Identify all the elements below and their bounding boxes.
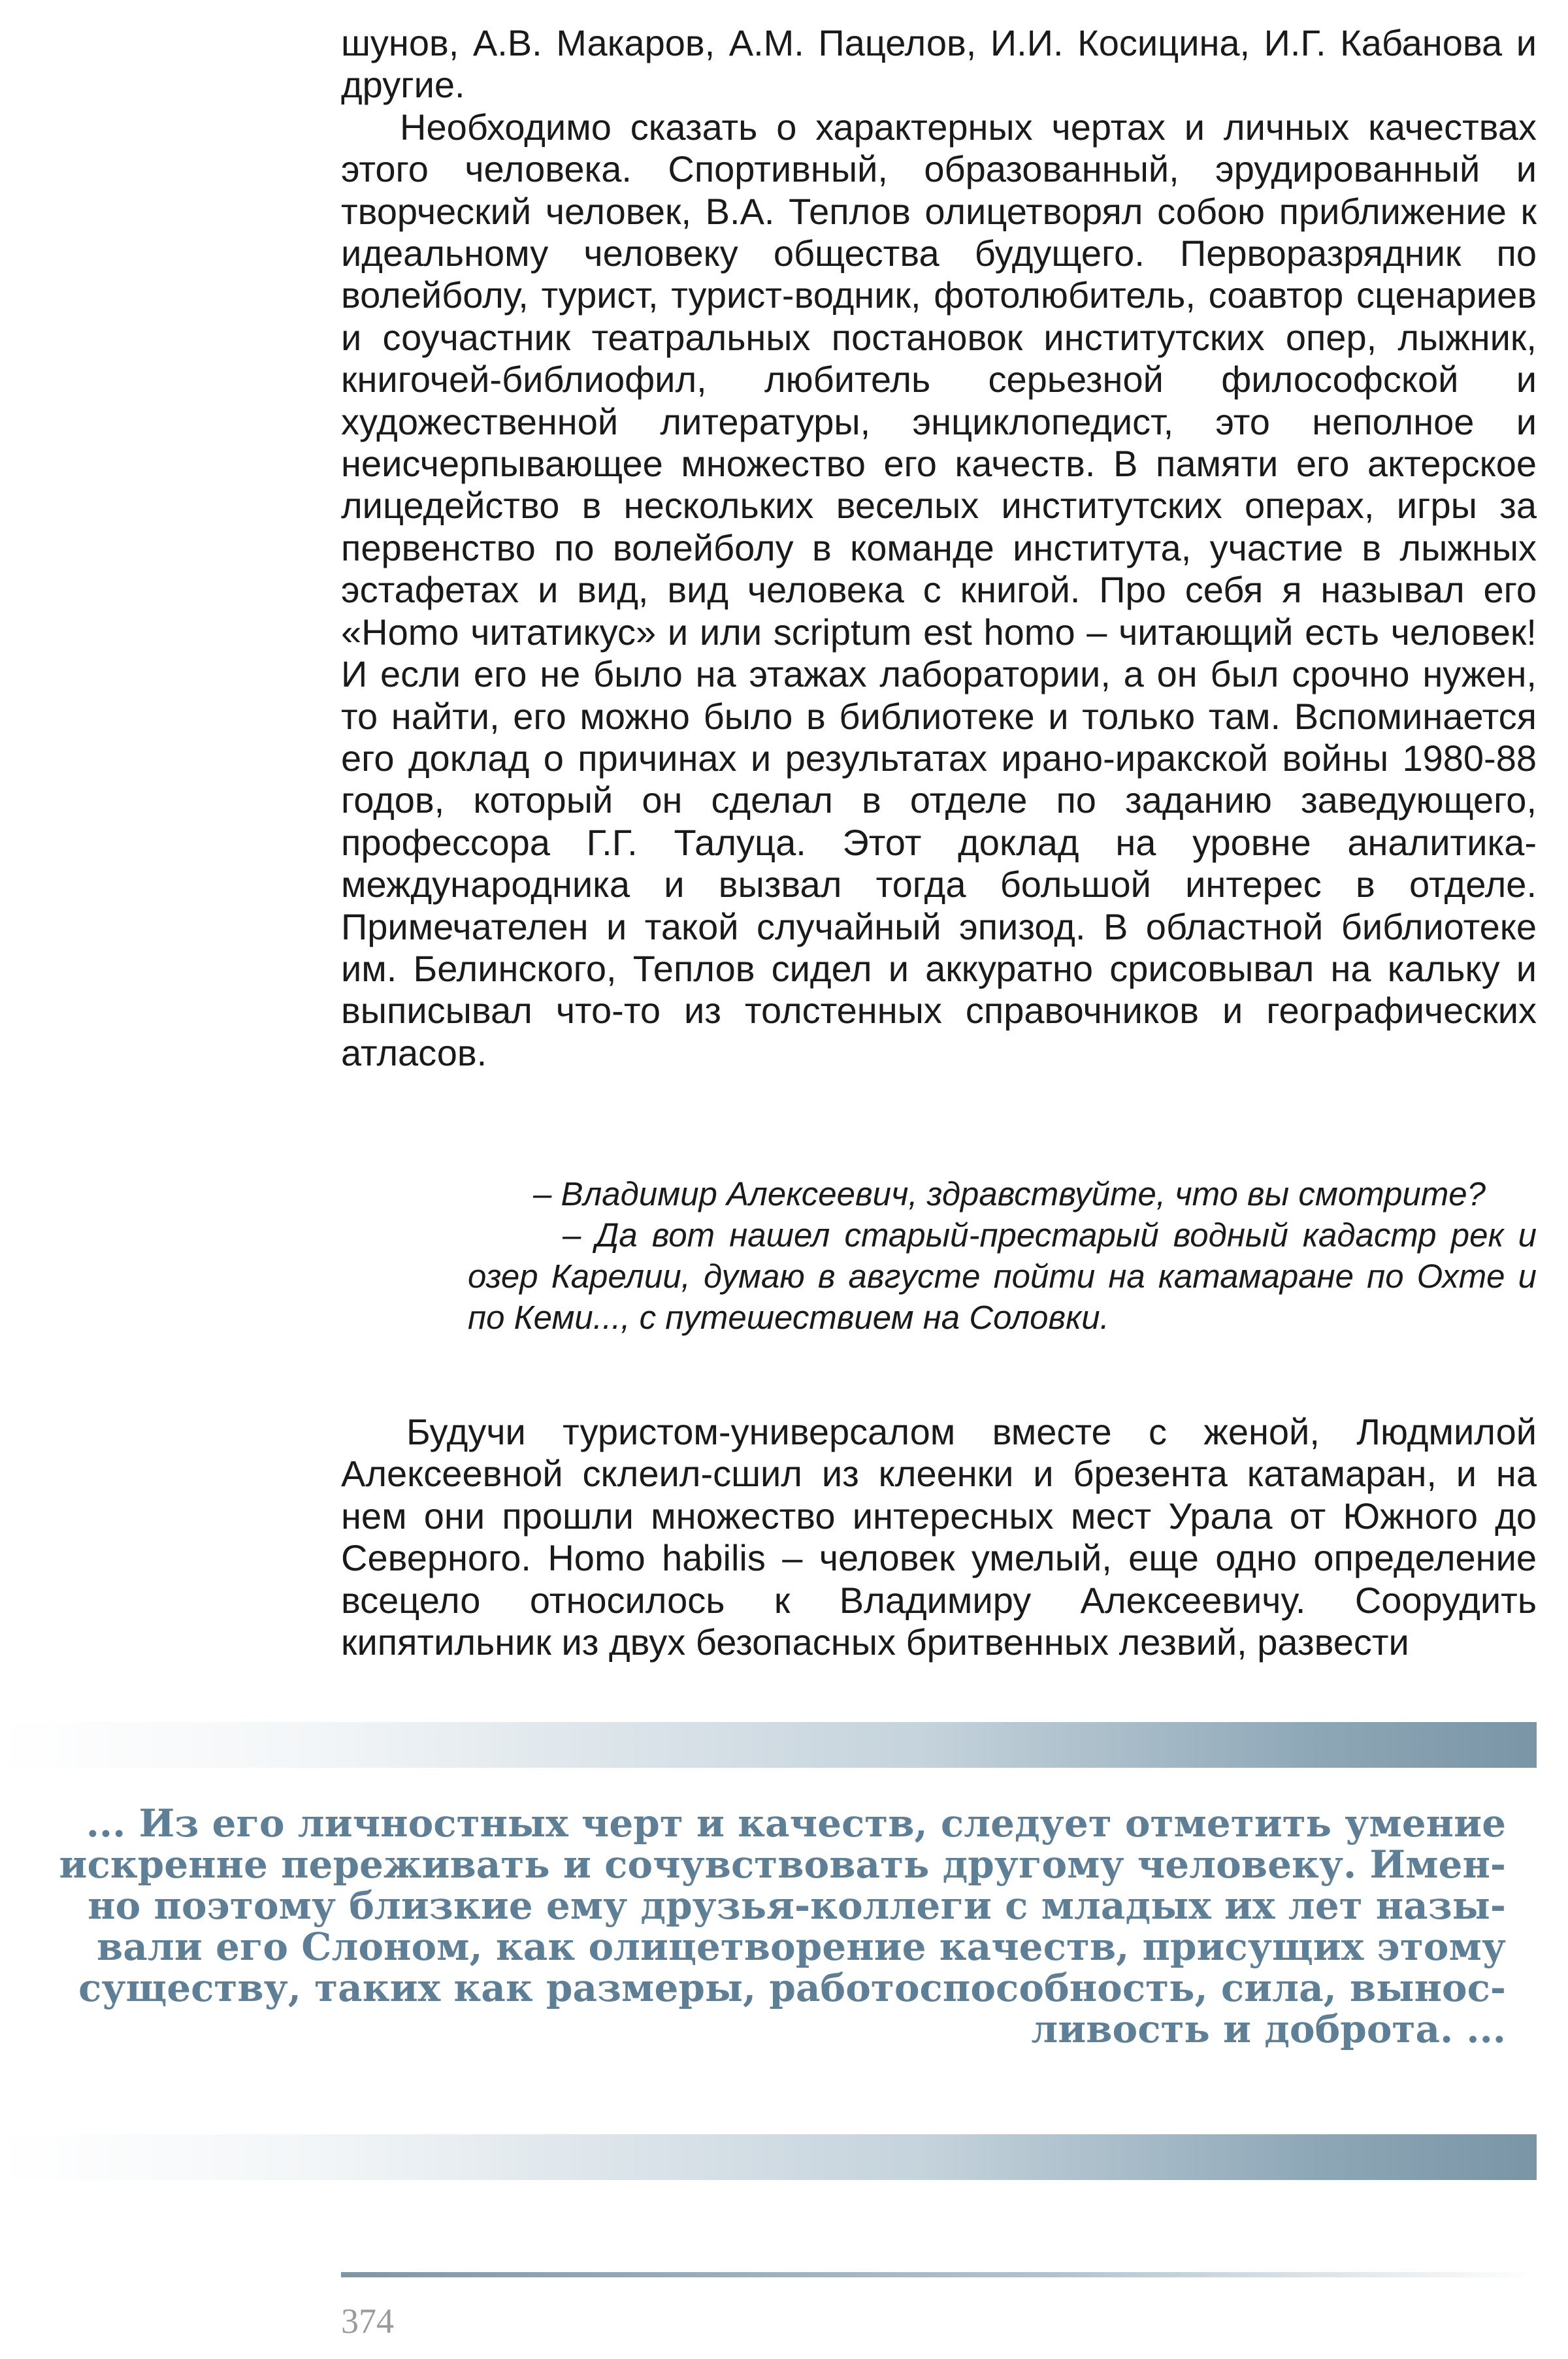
pull-quote-line: но поэтому близкие ему друзья-коллеги с младых их лет назы- — [88, 1883, 1506, 1928]
pull-quote — [46, 1803, 1506, 2050]
paragraph-character-traits: Необходимо сказать о характерных чертах и личных качествах этого человека. Спортивный, образованный, эрудированный и творческий человек, В.А. Теплов олицетворял собою приближение к идеальному человеку общества будущего. Перворазрядник по волейболу, турист, турист-водник, фотолюбитель, соавтор сценариев и соучастник театральных постановок институтских опер, лыжник, книгочей-библиофил, любитель серьезной философской и художественной литературы, энциклопедист, это неполное и неисчерпывающее множество его качеств. В памяти его актерское лицедейство в нескольких веселых институтских операх, игры за первенство по волейболу в команде института, участие в лыжных эстафетах и вид, вид человека с книгой. Про себя я называл его «Homo читатикус» и или scriptum est homo – читающий есть человек! И если его не было на этажах лаборатории, а он был срочно нужен, то найти, его можно было в библиотеке и только там. Вспоминается его доклад о причинах и результатах ирано-иракской войны 1980-88 годов, который он сделал в отделе по заданию заведующего, профессора Г.Г. Талуца. Этот доклад на уровне аналитика-международника и вызвал тогда большой интерес в отделе. Примечателен и такой случайный эпизод. В областной библиотеке им. Белинского, Теплов сидел и аккуратно срисовывал на кальку и выписывал что-то из толстенных справочников и географических атласов. — [341, 106, 1537, 1073]
page-number: 374 — [341, 2302, 394, 2341]
pull-quote-line: ливость и доброта. ... — [1031, 2007, 1506, 2051]
dialog-block — [468, 1173, 1537, 1338]
main-text-block-2 — [341, 1411, 1537, 1663]
pull-quote-line: искренне переживать и сочувствовать другому человеку. Имен- — [59, 1842, 1506, 1887]
paragraph-continuation: шунов, А.В. Макаров, А.М. Пацелов, И.И. Косицина, И.Г. Кабанова и другие. — [341, 22, 1537, 106]
callout-top-band — [0, 1722, 1537, 1768]
main-text-block — [341, 22, 1537, 1074]
pull-quote-line: существу, таких как размеры, работоспособность, сила, вынос- — [78, 1966, 1506, 2010]
paragraph-tourist: Будучи туристом-универсалом вместе с женой, Людмилой Алексеевной склеил-сшил из клеенки и брезента катамаран, и на нем они прошли множество интересных мест Урала от Южного до Северного. Homo habilis – человек умелый, еще одно определение всецело относилось к Владимиру Алексеевичу. Соорудить кипятильник из двух безопасных бритвенных лезвий, развести — [341, 1411, 1537, 1663]
pull-quote-line: вали его Слоном, как олицетворение качеств, присущих этому — [96, 1925, 1506, 1969]
callout-bottom-band — [0, 2134, 1537, 2180]
footer-rule — [341, 2272, 1537, 2277]
dialog-line-question: – Владимир Алексеевич, здравствуйте, что вы смотрите? — [533, 1175, 1486, 1212]
dialog-line-answer: – Да вот нашел старый-престарый водный кадастр рек и озер Карелии, думаю в августе пойти на катамаране по Охте и по Кеми..., с путешествием на Соловки. — [468, 1216, 1537, 1336]
pull-quote-line: ... Из его личностных черт и качеств, следует отметить умение — [86, 1801, 1506, 1846]
